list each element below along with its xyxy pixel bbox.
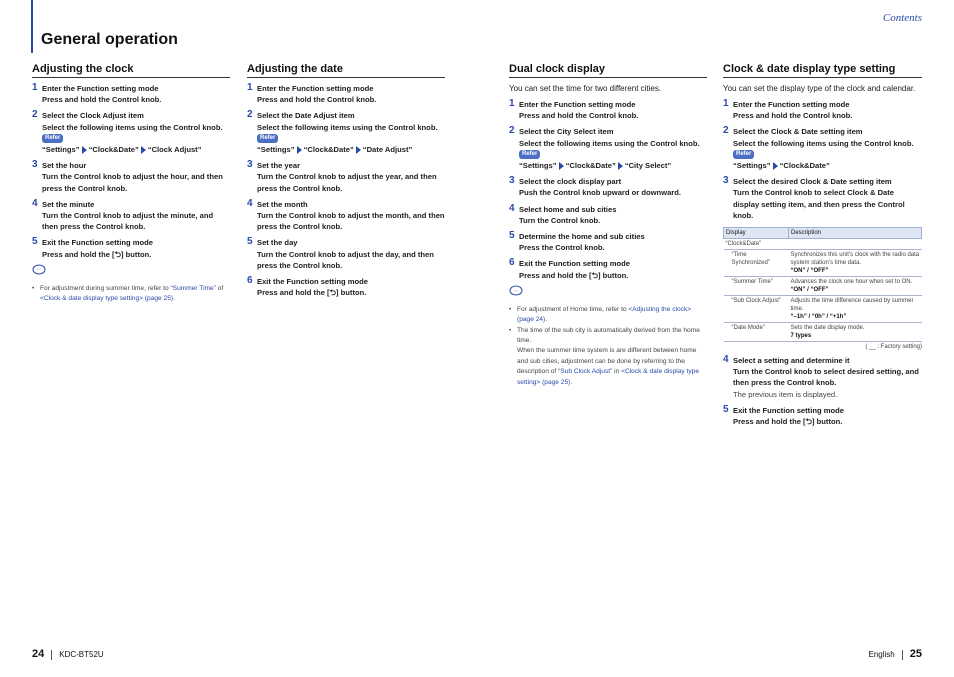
back-icon: ⮌ bbox=[591, 270, 598, 280]
step-number: 3 bbox=[32, 159, 38, 171]
row-options: “ON” / “OFF” bbox=[790, 287, 829, 294]
step-title: Select the Date Adjust item bbox=[257, 111, 355, 121]
step-number: 5 bbox=[723, 403, 729, 415]
path-item: “City Select” bbox=[624, 161, 672, 171]
step-item bbox=[247, 276, 445, 298]
step-title: Exit the Function setting mode bbox=[733, 405, 844, 415]
table-row bbox=[724, 296, 922, 323]
table-group-row bbox=[724, 239, 922, 250]
path-item: “Clock&Date” bbox=[303, 145, 354, 155]
header-accent-bar bbox=[31, 0, 33, 53]
step-item bbox=[509, 231, 707, 253]
step-title: Select the Clock & Date setting item bbox=[733, 127, 863, 137]
footer-divider bbox=[902, 650, 903, 660]
arrow-right-icon bbox=[559, 162, 564, 170]
step-desc: Press and hold the [ bbox=[733, 417, 806, 427]
adjusting-date-section bbox=[247, 63, 445, 298]
row-options: “–1h” / “0h” / “+1h” bbox=[790, 314, 847, 321]
note-text: of bbox=[215, 284, 224, 292]
note-text: . bbox=[545, 316, 548, 324]
step-desc: Press and hold the Control knob. bbox=[733, 111, 853, 121]
step-number: 6 bbox=[509, 257, 515, 269]
step-desc: Press and hold the Control knob. bbox=[519, 111, 639, 121]
step-item bbox=[32, 160, 230, 194]
step-desc: Select the following items using the Control knob. bbox=[519, 138, 700, 148]
model-name: KDC-BT52U bbox=[59, 650, 104, 659]
step-number: 1 bbox=[247, 82, 253, 93]
step-desc: Press and hold the [ bbox=[257, 288, 330, 298]
step-number: 4 bbox=[509, 202, 515, 214]
path-item: “Settings” bbox=[257, 145, 295, 155]
step-title: Set the minute bbox=[42, 199, 95, 209]
step-item bbox=[247, 199, 445, 233]
table-cell-desc bbox=[789, 277, 922, 296]
step-title: Select a setting and determine it bbox=[733, 356, 850, 366]
step-item bbox=[509, 258, 707, 280]
note-icon bbox=[509, 285, 523, 297]
step-title: Exit the Function setting mode bbox=[519, 259, 630, 269]
notes-list: • For adjustment during summer time, refer to “Summer Time” of <Clock & date display type setting> (page 25). bbox=[32, 284, 224, 303]
note-link[interactable]: “Sub Clock Adjust” bbox=[558, 368, 613, 376]
table-header: Description bbox=[789, 228, 922, 239]
step-number: 3 bbox=[723, 175, 729, 187]
steps-list bbox=[247, 83, 445, 298]
table-cell-desc bbox=[789, 250, 922, 277]
step-desc: Press and hold the [ bbox=[42, 249, 115, 259]
step-title: Set the day bbox=[257, 238, 298, 248]
menu-path bbox=[519, 160, 707, 171]
step-item bbox=[509, 204, 707, 226]
step-number: 4 bbox=[32, 197, 38, 209]
step-title: Select home and sub cities bbox=[519, 204, 617, 214]
step-item bbox=[247, 110, 445, 155]
step-item bbox=[723, 126, 922, 171]
refer-badge[interactable]: Refer bbox=[42, 134, 63, 143]
step-number: 2 bbox=[247, 109, 253, 121]
settings-table bbox=[723, 227, 922, 342]
footer-left bbox=[32, 648, 104, 660]
path-item: “Clock&Date” bbox=[88, 145, 139, 155]
path-item: “Date Adjust” bbox=[362, 145, 413, 155]
footer-divider bbox=[51, 650, 52, 660]
step-desc: Turn the Control knob to adjust the month, and then press the Control knob. bbox=[257, 211, 445, 232]
row-description: Advances the clock one hour when set to ON. bbox=[790, 279, 913, 286]
page-number-left: 24 bbox=[32, 648, 45, 660]
section-intro: You can set the display type of the clock and calendar. bbox=[723, 84, 916, 93]
step-item bbox=[723, 176, 922, 221]
step-desc: ] button. bbox=[121, 249, 152, 259]
steps-list bbox=[723, 355, 922, 427]
row-description: Adjusts the time difference caused by summer time. bbox=[790, 298, 914, 313]
step-title: Select the City Select item bbox=[519, 127, 614, 137]
note-link[interactable]: <Adjusting the clock> (page 24) bbox=[517, 305, 692, 324]
step-number: 3 bbox=[247, 159, 253, 171]
step-desc: Press and hold the Control knob. bbox=[42, 95, 162, 105]
page-number-right: 25 bbox=[909, 648, 922, 660]
table-row bbox=[724, 277, 922, 296]
step-note: The previous item is displayed. bbox=[733, 389, 838, 399]
path-item: “Settings” bbox=[42, 145, 80, 155]
step-number: 5 bbox=[509, 230, 515, 242]
contents-link[interactable]: Contents bbox=[882, 12, 922, 24]
note-text: For adjustment of Home time, refer to bbox=[517, 305, 629, 313]
footer-right bbox=[869, 648, 923, 660]
step-number: 5 bbox=[32, 236, 38, 248]
step-number: 2 bbox=[32, 109, 38, 121]
step-title: Enter the Function setting mode bbox=[733, 100, 850, 109]
step-item bbox=[509, 176, 707, 198]
step-number: 1 bbox=[32, 82, 38, 93]
step-title: Set the hour bbox=[42, 161, 87, 171]
step-number: 1 bbox=[509, 98, 515, 109]
step-title: Select the Clock Adjust item bbox=[42, 111, 144, 121]
step-desc: Select the following items using the Control knob. bbox=[733, 138, 914, 148]
note-text: The time of the sub city is automatically derived from the home time. bbox=[517, 326, 700, 345]
note-link[interactable]: <Clock & date display type setting> (page 25) bbox=[517, 368, 699, 386]
step-number: 6 bbox=[247, 275, 253, 287]
table-cell-desc bbox=[789, 323, 922, 342]
table-row bbox=[724, 250, 922, 277]
note-text: . bbox=[173, 295, 175, 303]
section-heading: Clock & date display type setting bbox=[723, 63, 922, 78]
row-options: “ON” / “OFF” bbox=[790, 268, 829, 275]
table-row bbox=[724, 323, 922, 342]
arrow-right-icon bbox=[82, 146, 87, 154]
note-text: When the summer time system is are different between home and sub cities, adjustment can be done by referring to the description of bbox=[517, 347, 697, 376]
step-desc: Turn the Control knob to adjust the day, and then press the Control knob. bbox=[257, 249, 434, 270]
page-section-title: General operation bbox=[41, 31, 178, 48]
section-intro: You can set the time for two different cities. bbox=[509, 84, 662, 93]
path-item: “Clock&Date” bbox=[779, 161, 830, 171]
path-item: “Settings” bbox=[519, 161, 557, 171]
step-desc: Select the following items using the Control knob. bbox=[42, 122, 223, 132]
row-description: Sets the date display mode. bbox=[790, 325, 865, 332]
back-icon: ⮌ bbox=[114, 249, 121, 259]
step-desc: Turn the Control knob to adjust the year, and then press the Control knob. bbox=[257, 172, 437, 193]
step-number: 4 bbox=[247, 197, 253, 209]
step-title: Select the desired Clock & Date setting item bbox=[733, 177, 892, 187]
back-icon: ⮌ bbox=[805, 417, 812, 427]
step-number: 4 bbox=[723, 354, 729, 366]
steps-list bbox=[509, 99, 707, 281]
step-desc: Push the Control knob upward or downward. bbox=[519, 188, 681, 198]
back-icon: ⮌ bbox=[329, 288, 336, 298]
step-number: 5 bbox=[247, 236, 253, 248]
step-desc: Turn the Control knob to adjust the hour, and then press the Control knob. bbox=[42, 172, 223, 193]
row-description: Synchronizes this unit’s clock with the radio data system station’s time data. bbox=[790, 252, 920, 267]
step-desc: Turn the Control knob to adjust the minute, and then press the Control knob. bbox=[42, 211, 214, 232]
step-desc: ] button. bbox=[598, 270, 629, 280]
step-desc: Turn the Control knob to select Clock & Date display setting item, and then press the Control knob. bbox=[733, 188, 905, 220]
step-title: Enter the Function setting mode bbox=[519, 100, 636, 109]
svg-text:···: ··· bbox=[37, 266, 41, 272]
note-icon bbox=[32, 264, 46, 276]
step-number: 2 bbox=[509, 125, 515, 137]
step-item bbox=[247, 237, 445, 271]
arrow-right-icon bbox=[141, 146, 146, 154]
step-item bbox=[32, 199, 230, 233]
arrow-right-icon bbox=[356, 146, 361, 154]
note-link[interactable]: <Clock & date display type setting> (page 25) bbox=[40, 295, 174, 303]
step-title: Set the month bbox=[257, 199, 308, 209]
step-item bbox=[509, 126, 707, 171]
steps-list bbox=[723, 99, 922, 221]
step-title: Enter the Function setting mode bbox=[257, 84, 374, 93]
arrow-right-icon bbox=[297, 146, 302, 154]
refer-badge[interactable]: Refer bbox=[257, 134, 278, 143]
step-item bbox=[723, 355, 922, 400]
step-desc: Select the following items using the Control knob. bbox=[257, 122, 438, 132]
table-cell-display: “Date Mode” bbox=[724, 323, 789, 342]
step-item bbox=[32, 237, 230, 259]
table-group-label: “Clock&Date” bbox=[724, 239, 922, 250]
step-item bbox=[723, 405, 922, 427]
step-desc: Press the Control knob. bbox=[519, 243, 605, 253]
step-desc: Press and hold the Control knob. bbox=[257, 95, 377, 105]
step-item bbox=[32, 110, 230, 155]
factory-setting-note: ( __ : Factory setting) bbox=[865, 344, 922, 351]
dual-clock-section bbox=[509, 63, 707, 388]
clock-date-display-type-section bbox=[723, 63, 922, 427]
table-cell-desc bbox=[789, 296, 922, 323]
step-title: Exit the Function setting mode bbox=[257, 277, 368, 287]
arrow-right-icon bbox=[618, 162, 623, 170]
table-cell-display: “Summer Time” bbox=[724, 277, 789, 296]
step-number: 2 bbox=[723, 125, 729, 137]
section-heading: Adjusting the clock bbox=[32, 63, 230, 78]
section-heading: Dual clock display bbox=[509, 63, 707, 78]
refer-badge[interactable]: Refer bbox=[733, 150, 754, 159]
path-item: “Clock&Date” bbox=[565, 161, 616, 171]
step-title: Determine the home and sub cities bbox=[519, 232, 645, 242]
table-header: Display bbox=[724, 228, 789, 239]
menu-path bbox=[257, 144, 445, 155]
step-title: Set the year bbox=[257, 161, 301, 171]
step-item bbox=[509, 99, 707, 121]
table-header-row bbox=[724, 228, 922, 239]
steps-list bbox=[32, 83, 230, 260]
step-item bbox=[723, 99, 922, 121]
note-text: . bbox=[570, 378, 573, 386]
step-item bbox=[247, 83, 445, 105]
step-title: Exit the Function setting mode bbox=[42, 238, 153, 248]
menu-path bbox=[733, 160, 922, 171]
arrow-right-icon bbox=[773, 162, 778, 170]
step-desc: Turn the Control knob. bbox=[519, 215, 601, 225]
step-desc: ] button. bbox=[336, 288, 367, 298]
notes-list: • For adjustment of Home time, refer to <Adjusting the clock> (page 24). • The time of the sub city is automatically derived from the home time. When the summer time system is are different between home and sub cities, adjustment can be done by referring to the description of “Sub Clock Adjust” in <Clock & date display type setting> (page 25). bbox=[509, 305, 700, 386]
svg-text:···: ··· bbox=[514, 287, 518, 293]
step-item bbox=[32, 83, 230, 105]
step-desc: Turn the Control knob to select desired setting, and then press the Control knob. bbox=[733, 367, 919, 388]
refer-badge[interactable]: Refer bbox=[519, 150, 540, 159]
table-cell-display: “Sub Clock Adjust” bbox=[724, 296, 789, 323]
section-heading: Adjusting the date bbox=[247, 63, 445, 78]
note-text: in bbox=[612, 368, 622, 376]
menu-path bbox=[42, 144, 230, 155]
step-item bbox=[247, 160, 445, 194]
step-title: Select the clock display part bbox=[519, 177, 622, 187]
adjusting-clock-section bbox=[32, 63, 230, 305]
note-text: For adjustment during summer time, refer to bbox=[40, 284, 171, 292]
step-number: 1 bbox=[723, 98, 729, 109]
row-options: 7 types bbox=[790, 333, 812, 340]
step-number: 3 bbox=[509, 175, 515, 187]
path-item: “Clock Adjust” bbox=[147, 145, 202, 155]
step-title: Enter the Function setting mode bbox=[42, 84, 159, 93]
step-desc: ] button. bbox=[812, 417, 843, 427]
note-link[interactable]: “Summer Time” bbox=[170, 284, 216, 292]
step-desc: Press and hold the [ bbox=[519, 270, 592, 280]
language-label: English bbox=[868, 650, 895, 659]
table-cell-display: “Time Synchronized” bbox=[724, 250, 789, 277]
path-item: “Settings” bbox=[733, 161, 771, 171]
